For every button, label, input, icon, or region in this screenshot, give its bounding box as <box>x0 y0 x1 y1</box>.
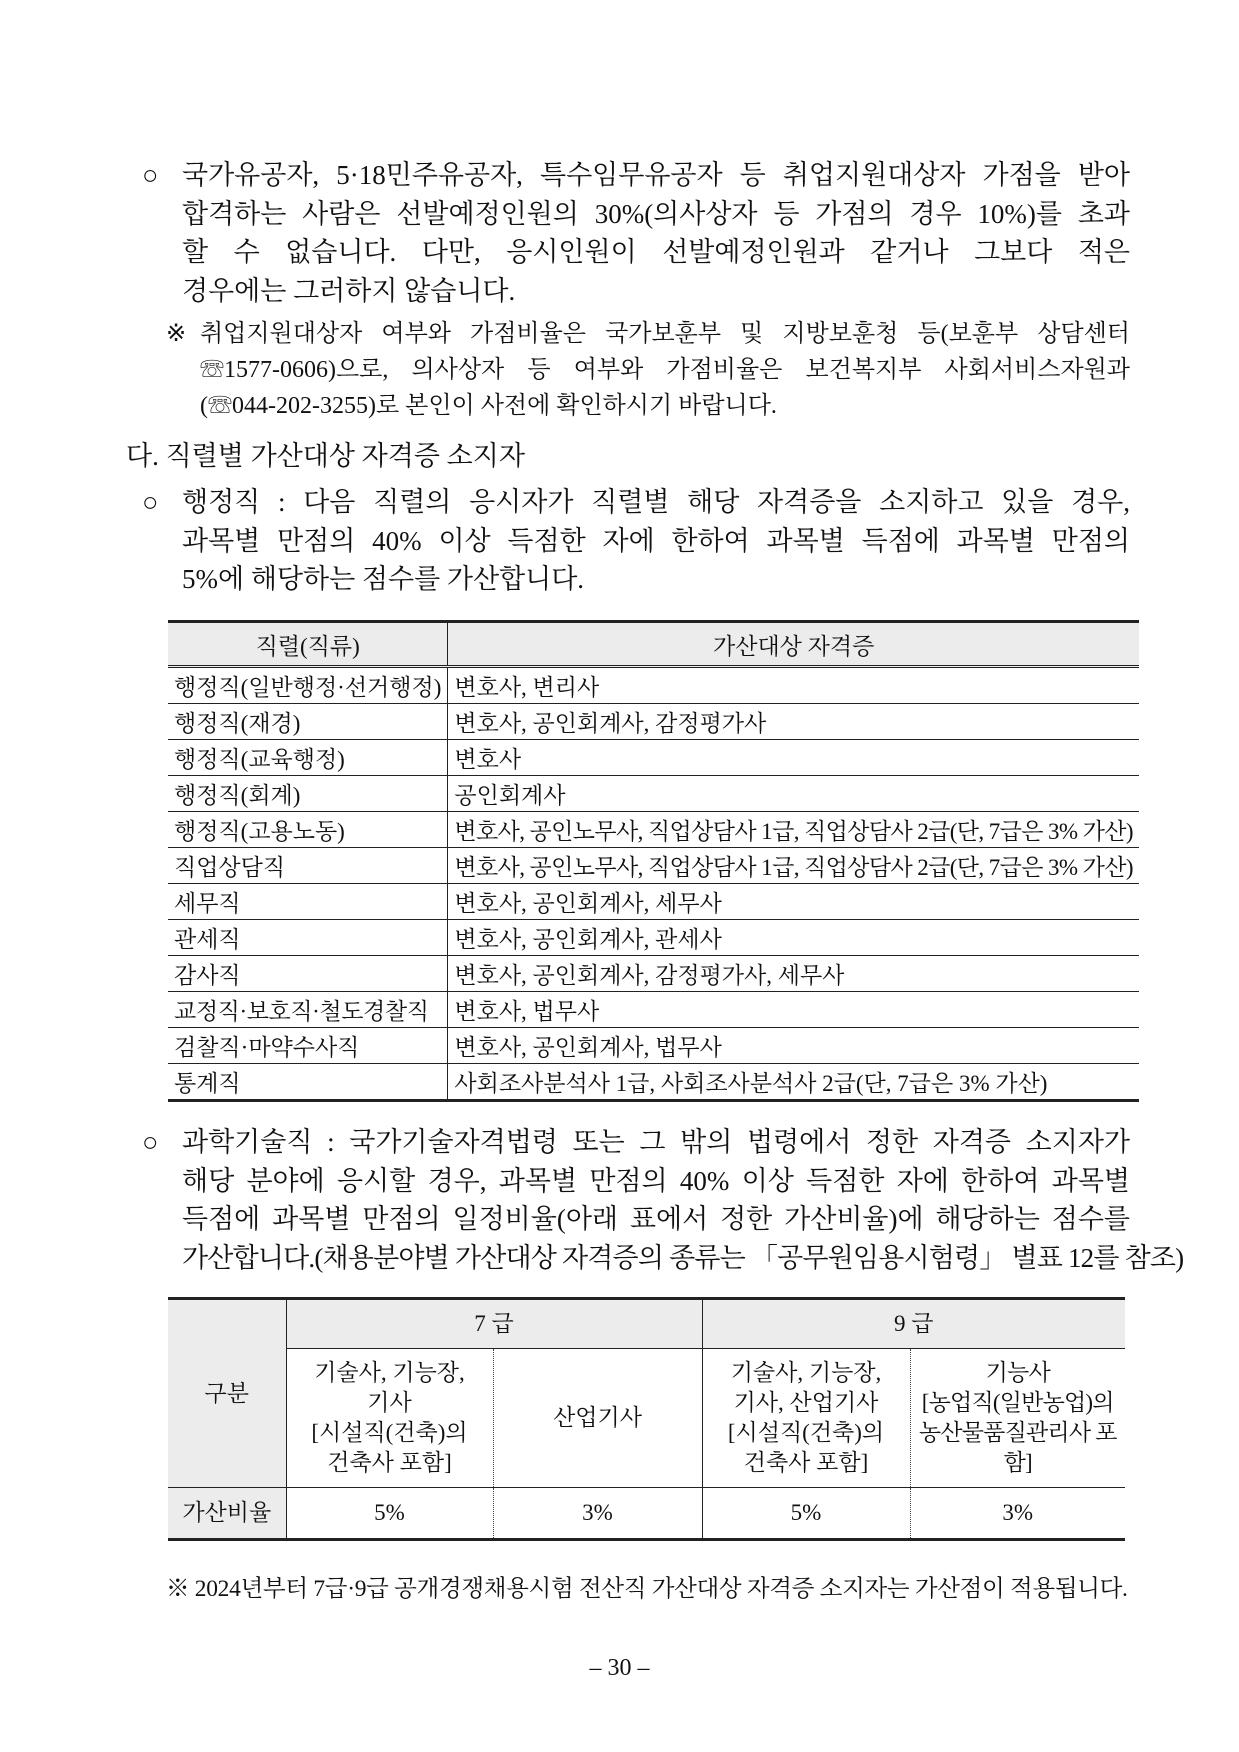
bullet-circle-icon: ○ <box>142 160 159 190</box>
admin-certificate-table <box>168 620 1139 1102</box>
table-cell: 감사직 <box>168 956 448 992</box>
table-cell: 5% <box>286 1488 493 1540</box>
table-cell: 검찰직·마약수사직 <box>168 1028 448 1064</box>
paragraph-veterans-limit <box>140 156 1130 310</box>
table-cell: 관세직 <box>168 920 448 956</box>
column-header: 직렬(직류) <box>168 622 448 667</box>
table-cell: 3% <box>493 1488 702 1540</box>
table-cell: 세무직 <box>168 884 448 920</box>
table-cell: 변호사, 공인회계사, 세무사 <box>448 884 1139 920</box>
paragraph-line: 합격하는 사람은 선발예정인원의 30%(의사상자 등 가점의 경우 10%)를 초과 <box>182 198 1130 229</box>
table-cell: 공인회계사 <box>448 776 1139 812</box>
paragraph-line: 5%에 해당하는 점수를 가산합니다. <box>182 564 585 594</box>
table-cell: 직업상담직 <box>168 848 448 884</box>
table-row <box>168 1488 1125 1540</box>
bullet-circle-icon: ○ <box>142 487 159 517</box>
table-cell: 교정직·보호직·철도경찰직 <box>168 992 448 1028</box>
table-header-row <box>168 1299 1125 1349</box>
subheader-cell: 기능사 [농업직(일반농업)의 농산물품질관리사 포함] <box>910 1349 1125 1488</box>
column-header-grade7: 7 급 <box>286 1299 702 1349</box>
note-contact-info <box>166 316 1130 424</box>
table-row <box>168 956 1139 992</box>
column-header-category: 구분 <box>168 1299 286 1488</box>
page-number: – 30 – <box>589 1655 650 1681</box>
paragraph-line: 과목별 만점의 40% 이상 득점한 자에 한하여 과목별 득점에 과목별 만점의 <box>182 525 1130 556</box>
reference-mark-icon: ※ <box>166 321 187 347</box>
subheader-cell: 산업기사 <box>493 1349 702 1488</box>
section-heading: 다. 직렬별 가산대상 자격증 소지자 <box>126 441 525 471</box>
table-row <box>168 667 1139 704</box>
table-cell: 변호사, 공인회계사, 감정평가사 <box>448 704 1139 740</box>
paragraph-science-tech <box>140 1123 1184 1277</box>
paragraph-line: 가산합니다.(채용분야별 가산대상 자격증의 종류는 「공무원임용시험령」 별표 12를 참조) <box>182 1242 1184 1273</box>
paragraph-line: ○ 행정직 : 다음 직렬의 응시자가 직렬별 해당 자격증을 소지하고 있을 경우, <box>140 483 1130 522</box>
note-line: (☏044-202-3255)로 본인이 사전에 확인하시기 바랍니다. <box>200 393 777 419</box>
table-row <box>168 776 1139 812</box>
table-cell: 변호사, 변리사 <box>448 667 1139 704</box>
table-row <box>168 704 1139 740</box>
table-row <box>168 884 1139 920</box>
column-header-grade9: 9 급 <box>702 1299 1125 1349</box>
table-cell: 변호사, 법무사 <box>448 992 1139 1028</box>
table-cell: 변호사, 공인노무사, 직업상담사 1급, 직업상담사 2급(단, 7급은 3% 가산) <box>448 848 1139 884</box>
table-cell: 행정직(교육행정) <box>168 740 448 776</box>
note-line: ※ 취업지원대상자 여부와 가점비율은 국가보훈부 및 지방보훈청 등(보훈부 상담센터 <box>166 316 1130 352</box>
table-cell: 행정직(고용노동) <box>168 812 448 848</box>
paragraph-line: ○ 국가유공자, 5·18민주유공자, 특수임무유공자 등 취업지원대상자 가점을 받아 <box>140 156 1130 195</box>
subheader-cell: 기술사, 기능장, 기사 [시설직(건축)의 건축사 포함] <box>286 1349 493 1488</box>
table-row <box>168 740 1139 776</box>
table-cell: 통계직 <box>168 1064 448 1101</box>
column-header: 가산대상 자격증 <box>448 622 1139 667</box>
table-subheader-row <box>168 1349 1125 1488</box>
row-header-rate: 가산비율 <box>168 1488 286 1540</box>
table-cell: 변호사, 공인회계사, 관세사 <box>448 920 1139 956</box>
paragraph-line: 해당 분야에 응시할 경우, 과목별 만점의 40% 이상 득점한 자에 한하여 과목별 <box>182 1165 1130 1196</box>
table-cell: 변호사, 공인회계사, 법무사 <box>448 1028 1139 1064</box>
table-row <box>168 920 1139 956</box>
table-cell: 행정직(회계) <box>168 776 448 812</box>
footnote: ※ 2024년부터 7급·9급 공개경쟁채용시험 전산직 가산대상 자격증 소지자는 가산점이 적용됩니다. <box>166 1576 1128 1602</box>
table-cell: 행정직(재경) <box>168 704 448 740</box>
table-cell: 행정직(일반행정·선거행정) <box>168 667 448 704</box>
science-tech-rate-table <box>168 1297 1125 1541</box>
table-row <box>168 992 1139 1028</box>
paragraph-line: ○ 과학기술직 : 국가기술자격법령 또는 그 밖의 법령에서 정한 자격증 소지자가 <box>140 1123 1130 1162</box>
table-cell: 변호사, 공인노무사, 직업상담사 1급, 직업상담사 2급(단, 7급은 3% 가산) <box>448 812 1139 848</box>
paragraph-administrative <box>140 483 1130 599</box>
table-row <box>168 812 1139 848</box>
note-line: ☏1577-0606)으로, 의사상자 등 여부와 가점비율은 보건복지부 사회서비스자원과 <box>200 357 1130 383</box>
paragraph-line: 경우에는 그러하지 않습니다. <box>182 275 516 306</box>
paragraph-line: 득점에 과목별 만점의 일정비율(아래 표에서 정한 가산비율)에 해당하는 점수를 <box>182 1204 1130 1234</box>
paragraph-line: 할 수 없습니다. 다만, 응시인원이 선발예정인원과 같거나 그보다 적은 <box>182 237 1130 267</box>
subheader-cell: 기술사, 기능장, 기사, 산업기사 [시설직(건축)의 건축사 포함] <box>702 1349 910 1488</box>
table-cell: 변호사 <box>448 740 1139 776</box>
table-row <box>168 1028 1139 1064</box>
table-cell: 사회조사분석사 1급, 사회조사분석사 2급(단, 7급은 3% 가산) <box>448 1064 1139 1101</box>
table-cell: 변호사, 공인회계사, 감정평가사, 세무사 <box>448 956 1139 992</box>
table-cell: 5% <box>702 1488 910 1540</box>
table-row <box>168 1064 1139 1101</box>
table-row <box>168 848 1139 884</box>
table-cell: 3% <box>910 1488 1125 1540</box>
bullet-circle-icon: ○ <box>142 1127 159 1157</box>
table-header-row <box>168 622 1139 667</box>
